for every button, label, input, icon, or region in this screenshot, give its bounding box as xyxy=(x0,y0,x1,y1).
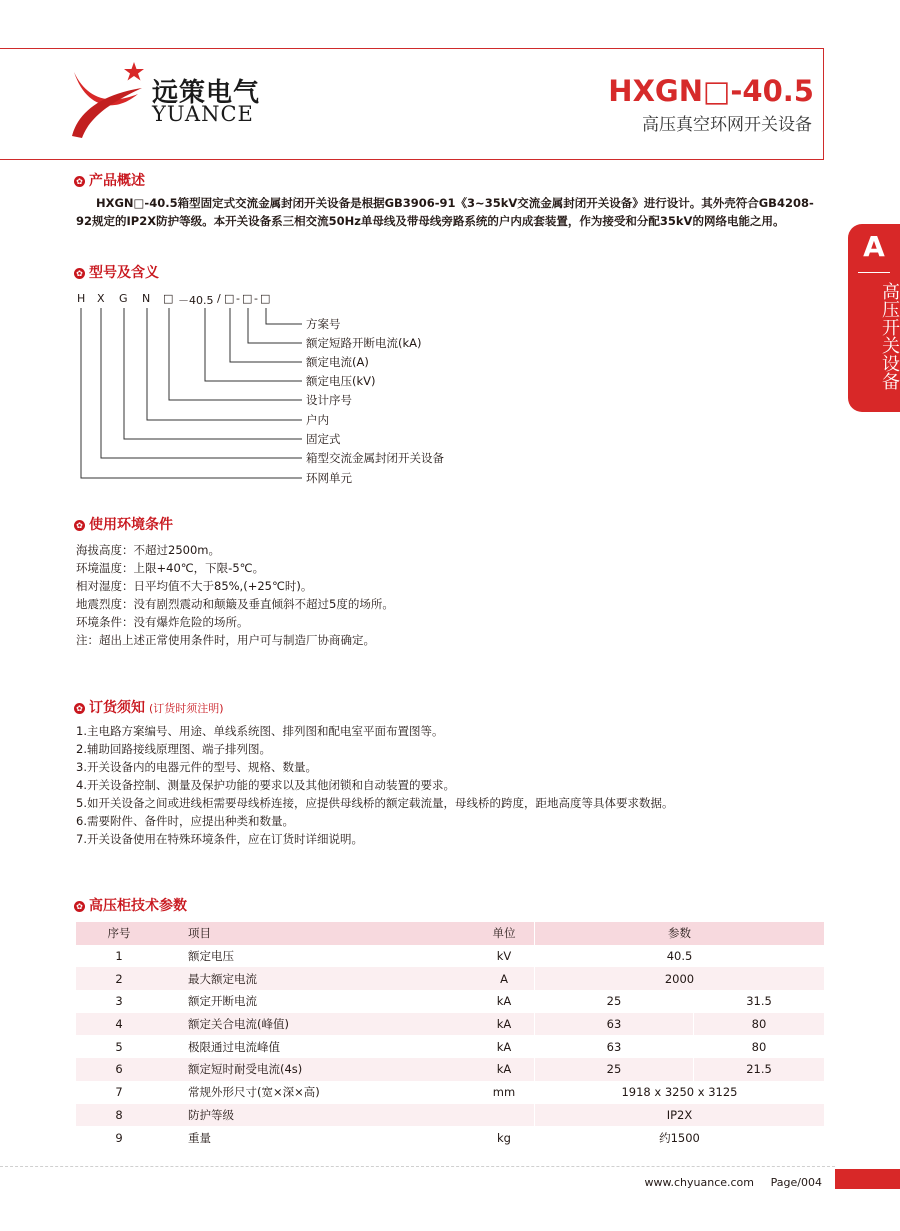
code-char: - xyxy=(254,292,258,305)
code-label: 固定式 xyxy=(306,432,341,446)
row-item: 额定电压 xyxy=(188,949,234,964)
row-value-2: 21.5 xyxy=(694,1058,825,1081)
code-char: □ xyxy=(163,292,174,305)
star-bullet-icon: ✿ xyxy=(74,901,85,912)
row-no: 5 xyxy=(115,1039,123,1054)
logo-english-name: YUANCE xyxy=(152,102,254,126)
environment-line: 注：超出上述正常使用条件时，用户可与制造厂协商确定。 xyxy=(76,633,375,647)
header-item: 项目 xyxy=(188,926,211,941)
ordering-line: 7.开关设备使用在特殊环境条件，应在订货时详细说明。 xyxy=(76,832,363,846)
row-unit: A xyxy=(500,971,508,986)
section-side-tab xyxy=(848,224,900,412)
overview-title-text: 产品概述 xyxy=(89,173,145,189)
code-char: H xyxy=(77,292,86,305)
table-row xyxy=(76,1058,824,1081)
code-label: 额定短路开断电流(kA) xyxy=(306,336,422,350)
code-char: □ xyxy=(224,292,235,305)
code-label: 额定电压(kV) xyxy=(306,374,376,388)
side-tab-letter: A xyxy=(863,230,885,263)
code-label: 环网单元 xyxy=(306,471,352,485)
footer-divider xyxy=(0,1166,835,1167)
environment-line: 海拔高度：不超过2500m。 xyxy=(76,543,220,557)
row-unit: kA xyxy=(496,1017,512,1032)
table-row xyxy=(76,990,824,1013)
footer-website: www.chyuance.com xyxy=(644,1176,754,1189)
star-bullet-icon: ✿ xyxy=(74,703,85,714)
ordering-title-text: 订货须知 xyxy=(89,700,145,716)
code-label: 箱型交流金属封闭开关设备 xyxy=(306,451,444,465)
row-no: 1 xyxy=(115,949,123,964)
code-char: / xyxy=(217,292,221,305)
row-value-1: 25 xyxy=(535,990,694,1013)
row-no: 9 xyxy=(115,1130,123,1145)
row-no: 2 xyxy=(115,971,123,986)
star-bullet-icon: ✿ xyxy=(74,520,85,531)
row-item: 常规外形尺寸(宽×深×高) xyxy=(188,1085,320,1100)
row-item: 重量 xyxy=(188,1130,211,1145)
overview-paragraph: HXGN□-40.5箱型固定式交流金属封闭开关设备是根据GB3906-91《3~35kV交流金属封闭开关设备》进行设计。其外壳符合GB4208-92规定的IP2X防护等级。本开关设备系三相交流50Hz单母线及带母线旁路系统的户内成套装置，作为接受和分配35kV的网络电能之用。 xyxy=(76,196,814,228)
environment-line: 环境温度：上限+40℃，下限-5℃。 xyxy=(76,561,265,575)
table-row xyxy=(76,967,824,990)
star-bullet-icon: ✿ xyxy=(74,268,85,279)
code-char: －40.5 xyxy=(178,294,214,307)
table-row xyxy=(76,1126,824,1149)
logo-chinese-name: 远策电气 xyxy=(152,78,261,108)
row-value: 约1500 xyxy=(535,1126,825,1149)
row-unit: kA xyxy=(496,1062,512,1077)
section-title-environment xyxy=(74,514,173,534)
ordering-line: 4.开关设备控制、测量及保护功能的要求以及其他闭锁和自动装置的要求。 xyxy=(76,778,455,792)
footer-accent-bar xyxy=(835,1169,900,1189)
code-char: - xyxy=(236,292,240,305)
section-title-tech-params xyxy=(74,895,187,915)
tech-title-text: 高压柜技术参数 xyxy=(89,898,187,914)
row-value-1: 63 xyxy=(535,1013,694,1036)
model-code-title-text: 型号及含义 xyxy=(89,265,159,281)
code-char: □ xyxy=(260,292,271,305)
row-value: 2000 xyxy=(535,967,825,990)
environment-line: 地震烈度：没有剧烈震动和颠簸及垂直倾斜不超过5度的场所。 xyxy=(76,597,394,611)
row-no: 4 xyxy=(115,1017,123,1032)
code-char: N xyxy=(142,292,151,305)
code-label: 方案号 xyxy=(306,317,341,331)
ordering-line: 1.主电路方案编号、用途、单线系统图、排列图和配电室平面布置图等。 xyxy=(76,724,444,738)
row-unit: mm xyxy=(492,1085,516,1100)
star-bullet-icon: ✿ xyxy=(74,176,85,187)
row-item: 最大额定电流 xyxy=(188,971,257,986)
product-subtitle: 高压真空环网开关设备 xyxy=(642,115,812,135)
row-unit: kg xyxy=(497,1130,511,1145)
row-unit: kA xyxy=(496,1039,512,1054)
ordering-title-note: (订货时须注明) xyxy=(149,702,224,715)
row-value-1: 63 xyxy=(535,1035,694,1058)
row-no: 3 xyxy=(115,994,123,1009)
environment-list xyxy=(76,541,394,649)
row-item: 额定短时耐受电流(4s) xyxy=(188,1062,303,1077)
row-value: IP2X xyxy=(535,1104,825,1127)
row-value-2: 80 xyxy=(694,1035,825,1058)
product-model-title: HXGN□-40.5 xyxy=(608,74,814,108)
row-item: 极限通过电流峰值 xyxy=(188,1039,280,1054)
row-value: 40.5 xyxy=(535,945,825,968)
row-item: 额定关合电流(峰值) xyxy=(188,1017,289,1032)
header-params: 参数 xyxy=(535,922,825,945)
header-unit: 单位 xyxy=(492,926,516,941)
row-unit xyxy=(474,1104,535,1127)
side-tab-divider xyxy=(858,272,890,273)
ordering-line: 3.开关设备内的电器元件的型号、规格、数量。 xyxy=(76,760,317,774)
code-char: G xyxy=(119,292,128,305)
row-unit: kV xyxy=(496,949,512,964)
code-char: □ xyxy=(242,292,253,305)
table-row xyxy=(76,1035,824,1058)
row-value: 1918 x 3250 x 3125 xyxy=(535,1081,825,1104)
ordering-line: 5.如开关设备之间或进线柜需要母线桥连接，应提供母线桥的额定载流量，母线桥的跨度，距地高度等具体要求数据。 xyxy=(76,796,674,810)
table-row xyxy=(76,1081,824,1104)
row-value-1: 25 xyxy=(535,1058,694,1081)
code-label: 设计序号 xyxy=(306,393,352,407)
header-no: 序号 xyxy=(107,926,131,941)
ordering-line: 6.需要附件、备件时，应提出种类和数量。 xyxy=(76,814,294,828)
code-label: 额定电流(A) xyxy=(306,355,369,369)
table-header-row xyxy=(76,922,824,945)
table-row xyxy=(76,1104,824,1127)
footer-page-number: Page/004 xyxy=(770,1176,822,1189)
row-no: 6 xyxy=(115,1062,123,1077)
row-item: 额定开断电流 xyxy=(188,994,257,1009)
tech-params-table xyxy=(76,922,824,1149)
row-no: 7 xyxy=(115,1085,123,1100)
model-code-connector-lines xyxy=(0,0,320,500)
environment-title-text: 使用环境条件 xyxy=(89,517,173,533)
table-row xyxy=(76,945,824,968)
row-value-2: 80 xyxy=(694,1013,825,1036)
code-char: X xyxy=(97,292,105,305)
ordering-line: 2.辅助回路接线原理图、端子排列图。 xyxy=(76,742,271,756)
code-label: 户内 xyxy=(306,413,329,427)
side-tab-text: 高压开关设备 xyxy=(879,282,900,390)
row-item: 防护等级 xyxy=(188,1107,234,1122)
ordering-list xyxy=(76,722,673,848)
row-no: 8 xyxy=(115,1107,123,1122)
section-title-ordering xyxy=(74,697,224,717)
row-value-2: 31.5 xyxy=(694,990,825,1013)
table-row xyxy=(76,1013,824,1036)
environment-line: 相对湿度：日平均值不大于85%,(+25℃时)。 xyxy=(76,579,313,593)
row-unit: kA xyxy=(496,994,512,1009)
environment-line: 环境条件：没有爆炸危险的场所。 xyxy=(76,615,249,629)
